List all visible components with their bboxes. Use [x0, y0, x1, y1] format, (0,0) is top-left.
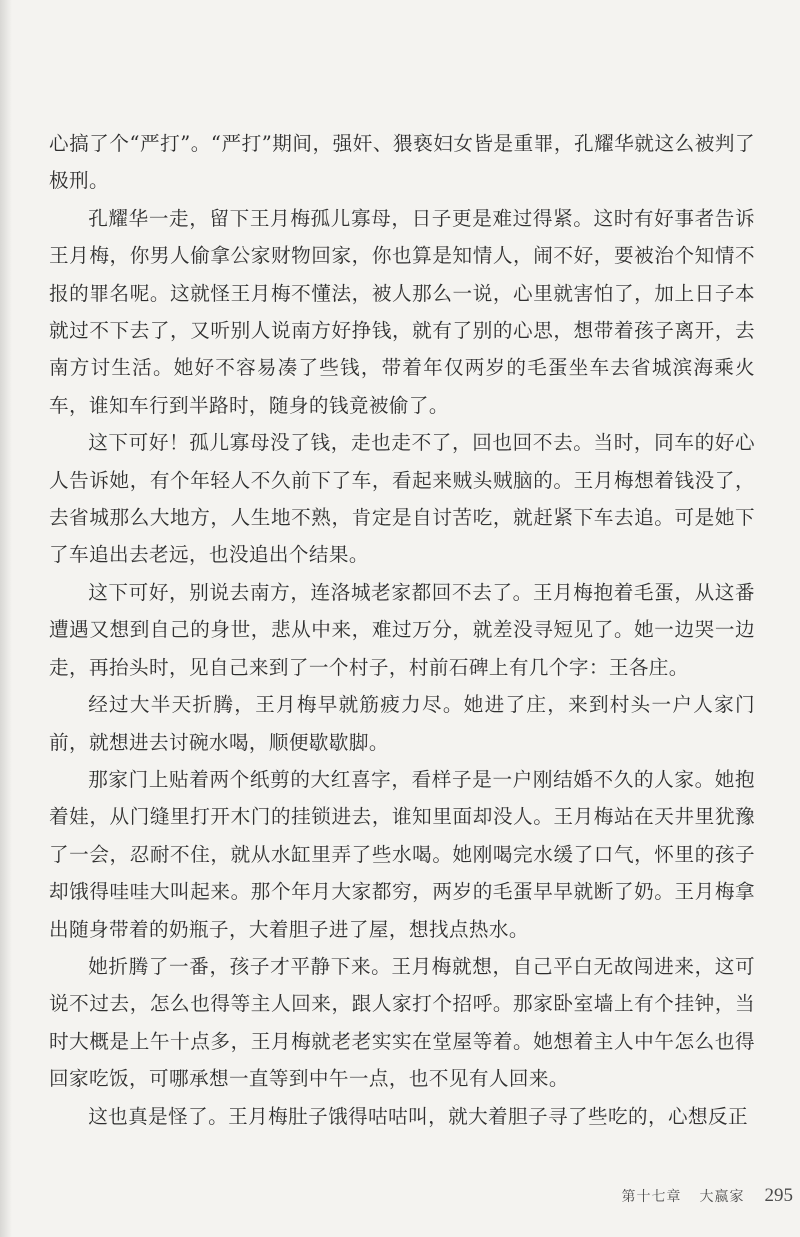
book-title: 大嬴家 — [699, 1189, 745, 1205]
paragraph: 这下可好，别说去南方，连洛城老家都回不去了。王月梅抱着毛蛋，从这番遭遇又想到自己的身世，悲从中来，难过万分，就差没寻短见了。她一边哭一边走，再抬头时，见自己来到了一个村子，村前石碑上有几个字：王各庄。 — [49, 580, 755, 679]
paragraph: 经过大半天折腾，王月梅早就筋疲力尽。她进了庄，来到村头一户人家门前，就想进去讨碗水喝，顺便歇歇脚。 — [49, 693, 755, 754]
paragraph: 她折腾了一番，孩子才平静下来。王月梅就想，自己平白无故闯进来，这可说不过去，怎么也得等主人回来，跟人家打个招呼。那家卧室墙上有个挂钟，当时大概是上午十点多，王月梅就老老实实在堂屋等着。她想着主人中午怎么也得回家吃饭，可哪承想一直等到中午一点，也不见有人回来。 — [49, 954, 755, 1091]
page-number: 295 — [764, 1185, 793, 1206]
body-text — [49, 125, 755, 1135]
paragraph: 这下可好！孤儿寡母没了钱，走也走不了，回也回不去。当时，同车的好心人告诉她，有个年轻人不久前下了车，看起来贼头贼脑的。王月梅想着钱没了，去省城那么大地方，人生地不熟，肯定是自讨苦吃，就赶紧下车去追。可是她下了车追出去老远，也没追出个结果。 — [49, 431, 755, 567]
paragraph: 这也真是怪了。王月梅肚子饿得咕咕叫，就大着胆子寻了些吃的，心想反正 — [88, 1104, 748, 1128]
paragraph-continued: 心搞了个“严打”。“严打”期间，强奸、猥亵妇女皆是重罪，孔耀华就这么被判了极刑。 — [49, 132, 755, 193]
page-edge-shadow — [0, 0, 12, 1237]
page-footer — [622, 1185, 794, 1207]
chapter-label: 第十七章 — [621, 1189, 682, 1205]
paragraph: 孔耀华一走，留下王月梅孤儿寡母，日子更是难过得紧。这时有好事者告诉王月梅，你男人偷拿公家财物回家，你也算是知情人，闹不好，要被治个知情不报的罪名呢。这就怪王月梅不懂法，被人那么一说，心里就害怕了，加上日子本就过不下去了，又听别人说南方好挣钱，就有了别的心思，想带着孩子离开，去南方讨生活。她好不容易凑了些钱，带着年仅两岁的毛蛋坐车去省城滨海乘火车，谁知车行到半路时，随身的钱竟被偷了。 — [49, 206, 755, 417]
paragraph: 那家门上贴着两个纸剪的大红喜字，看样子是一户刚结婚不久的人家。她抱着娃，从门缝里打开木门的挂锁进去，谁知里面却没人。王月梅站在天井里犹豫了一会，忍耐不住，就从水缸里弄了些水喝。她刚喝完水缓了口气，怀里的孩子却饿得哇哇大叫起来。那个年月大家都穷，两岁的毛蛋早早就断了奶。王月梅拿出随身带着的奶瓶子，大着胆子进了屋，想找点热水。 — [49, 767, 755, 941]
